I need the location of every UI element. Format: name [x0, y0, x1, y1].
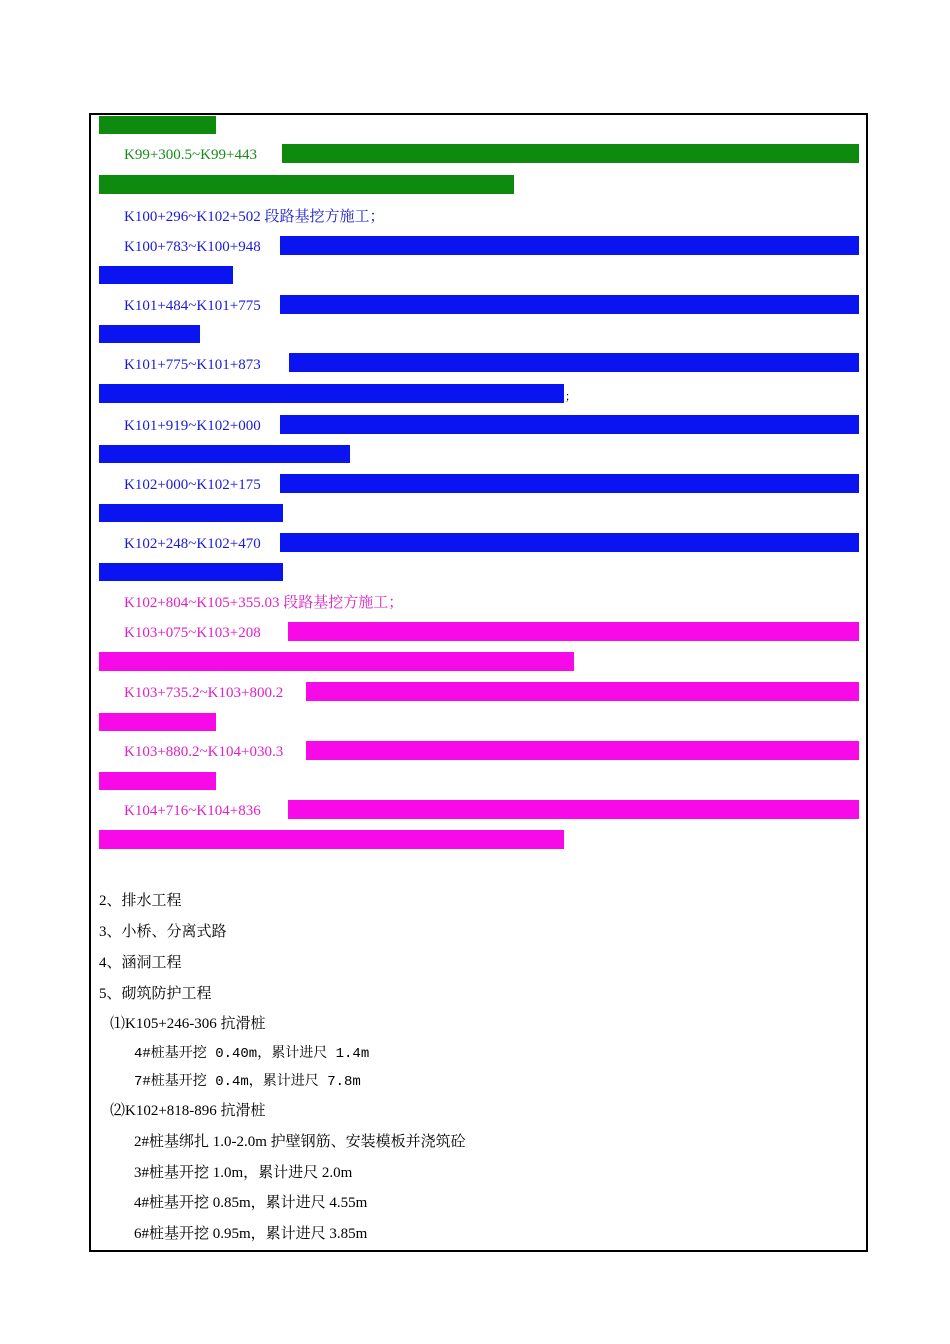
redaction-bar	[280, 474, 859, 493]
section-heading: 5、砌筑防护工程	[99, 986, 212, 1002]
redaction-bar	[99, 116, 216, 134]
redaction-bar	[280, 415, 859, 434]
section-heading: 3、小桥、分离式路	[99, 924, 227, 940]
redaction-bar	[280, 295, 859, 314]
redaction-bar	[99, 384, 564, 403]
redaction-bar	[99, 266, 233, 284]
redaction-bar	[306, 741, 859, 760]
redaction-bar	[288, 800, 859, 819]
sub-title: ⑴K105+246-306 抗滑桩	[110, 1016, 266, 1032]
magenta-item: K103+880.2~K104+030.3	[124, 744, 284, 760]
redaction-bar	[99, 504, 283, 522]
sub-title: ⑵K102+818-896 抗滑桩	[110, 1103, 266, 1119]
magenta-item: K104+716~K104+836	[124, 803, 261, 819]
progress-line: 2#桩基绑扎 1.0-2.0m 护壁钢筋、安装模板并浇筑砼	[134, 1134, 466, 1150]
progress-line: 6#桩基开挖 0.95m，累计进尺 3.85m	[134, 1226, 368, 1242]
section-heading: 2、排水工程	[99, 893, 182, 909]
redaction-bar	[280, 533, 859, 552]
redaction-bar	[289, 353, 859, 372]
blue-item: K100+783~K100+948	[124, 239, 261, 255]
redaction-bar	[306, 682, 859, 701]
blue-item: K101+484~K101+775	[124, 298, 261, 314]
blue-item: K101+775~K101+873	[124, 357, 261, 373]
progress-line: 4#桩基开挖 0.40m，累计进尺 1.4m	[134, 1046, 370, 1062]
magenta-heading: K102+804~K105+355.03 段路基挖方施工；	[124, 595, 404, 611]
magenta-item: K103+735.2~K103+800.2	[124, 685, 284, 701]
progress-line: 4#桩基开挖 0.85m，累计进尺 4.55m	[134, 1195, 368, 1211]
magenta-item: K103+075~K103+208	[124, 625, 261, 641]
redaction-bar	[282, 144, 859, 163]
progress-line: 7#桩基开挖 0.4m，累计进尺 7.8m	[134, 1074, 361, 1090]
redaction-bar	[99, 445, 350, 463]
section-heading: 4、涵洞工程	[99, 955, 182, 971]
redaction-bar	[99, 772, 216, 790]
green-line-1: K99+300.5~K99+443	[124, 147, 257, 163]
redaction-bar	[99, 830, 564, 849]
redaction-bar	[280, 236, 859, 255]
redaction-bar	[99, 175, 514, 194]
blue-item: K102+248~K102+470	[124, 536, 261, 552]
redaction-bar	[99, 325, 200, 343]
redaction-bar	[99, 652, 574, 671]
redaction-bar	[99, 713, 216, 731]
semicolon-mark: ；	[565, 391, 576, 403]
progress-line: 3#桩基开挖 1.0m，累计进尺 2.0m	[134, 1165, 353, 1181]
redaction-bar	[288, 622, 859, 641]
redaction-bar	[99, 563, 283, 581]
blue-heading: K100+296~K102+502 段路基挖方施工；	[124, 209, 385, 225]
blue-item: K101+919~K102+000	[124, 418, 261, 434]
blue-item: K102+000~K102+175	[124, 477, 261, 493]
